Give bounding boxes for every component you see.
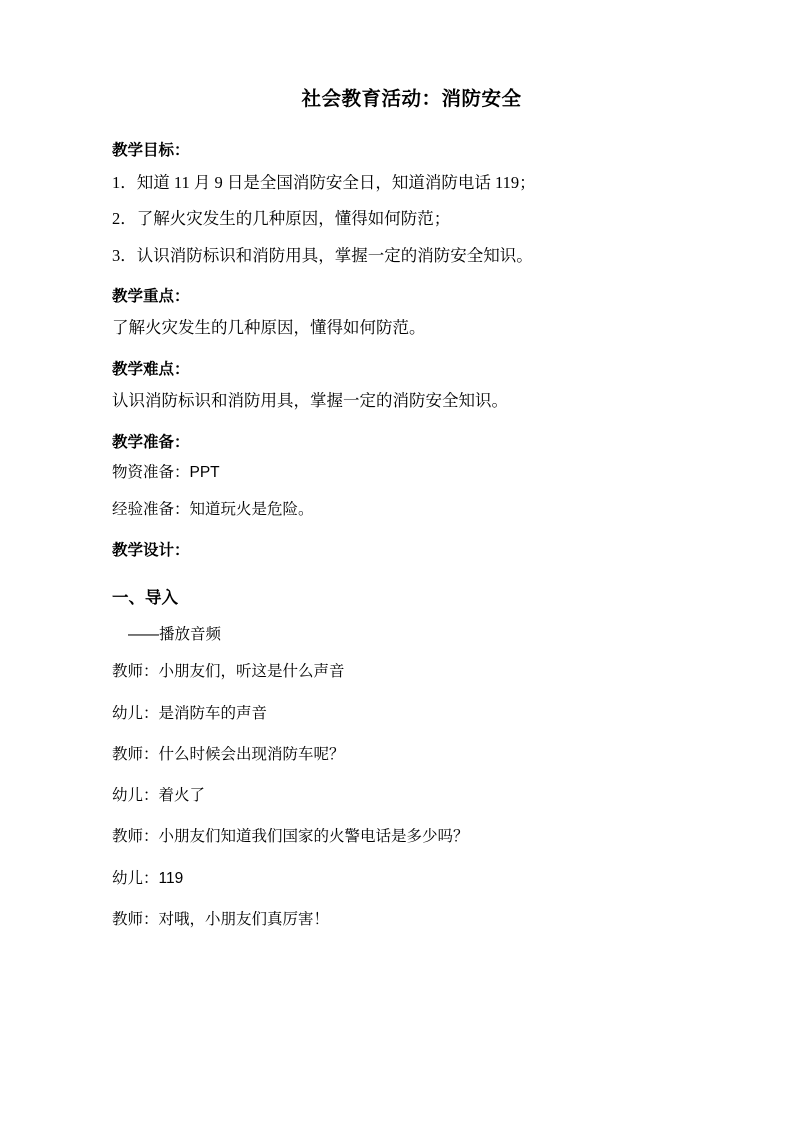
objective-item: 2．了解火灾发生的几种原因，懂得如何防范； <box>112 209 451 229</box>
objective-item: 3．认识消防标识和消防用具，掌握一定的消防安全知识。 <box>112 245 533 265</box>
design-audio-cue: ——播放音频 <box>128 626 222 644</box>
key-points-text: 了解火灾发生的几种原因，懂得如何防范。 <box>112 318 426 338</box>
dialog-line: 幼儿：是消防车的声音 <box>112 704 268 722</box>
preparation-item: 经验准备：知道玩火是危险。 <box>112 501 314 519</box>
design-heading: 教学设计： <box>112 542 190 560</box>
design-part-one-heading: 一、导入 <box>112 589 178 608</box>
dialog-line: 幼儿：119 <box>112 869 184 887</box>
dialog-line: 幼儿：着火了 <box>112 787 206 805</box>
difficulties-text: 认识消防标识和消防用具，掌握一定的消防安全知识。 <box>112 391 508 411</box>
objective-item: 1．知道 11 月 9 日是全国消防安全日，知道消防电话 119； <box>112 172 536 192</box>
section-difficulties <box>112 358 711 414</box>
preparation-item: 物资准备：PPT <box>112 464 220 482</box>
design-dialog-list <box>112 660 711 931</box>
dialog-line: 教师：小朋友们，听这是什么声音 <box>112 663 345 681</box>
dialog-line: 教师：对哦，小朋友们真厉害！ <box>112 910 330 928</box>
dialog-line: 教师：什么时候会出现消防车呢？ <box>112 745 345 763</box>
difficulties-heading: 教学难点： <box>112 361 190 379</box>
key-points-heading: 教学重点： <box>112 288 190 306</box>
objectives-list <box>112 170 711 269</box>
dialog-line: 教师：小朋友们知道我们国家的火警电话是多少吗？ <box>112 828 469 846</box>
section-objectives <box>112 139 711 268</box>
preparation-heading: 教学准备： <box>112 433 190 451</box>
objectives-heading: 教学目标： <box>112 142 190 160</box>
section-key-points <box>112 285 711 341</box>
section-preparation <box>112 431 711 522</box>
page-title: 社会教育活动：消防安全 <box>301 88 522 110</box>
section-design <box>112 539 711 931</box>
